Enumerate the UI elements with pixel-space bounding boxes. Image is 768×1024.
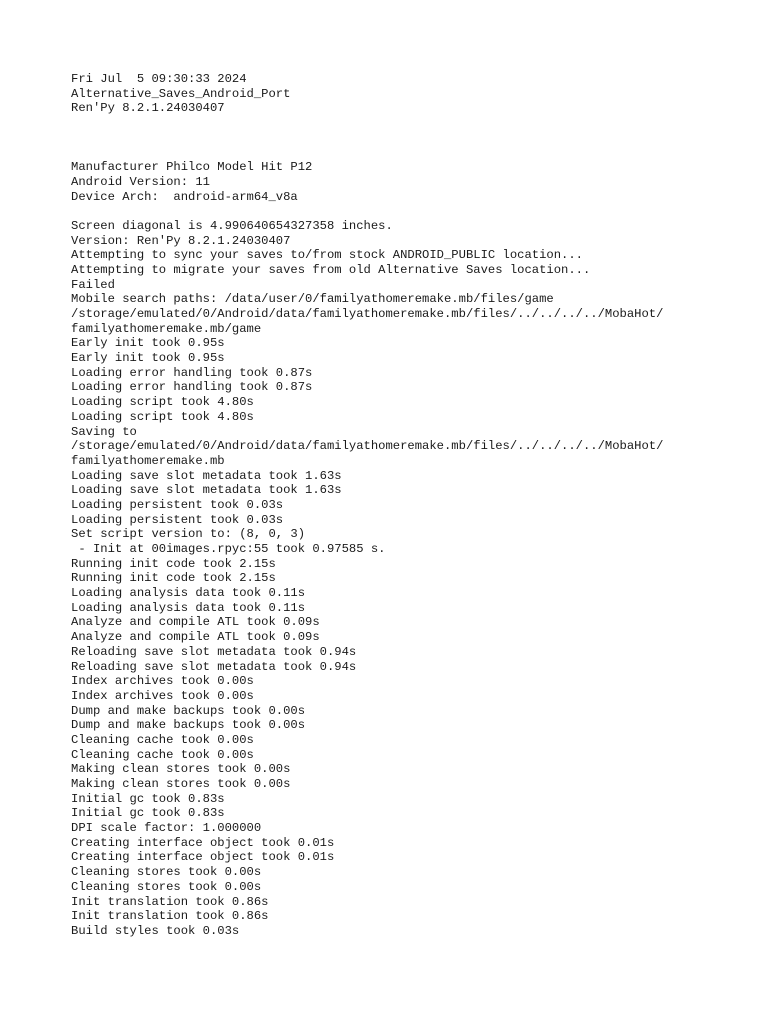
log-line: Loading save slot metadata took 1.63s	[71, 468, 342, 483]
log-line: Cleaning cache took 0.00s	[71, 732, 254, 747]
log-line: Creating interface object took 0.01s	[71, 850, 335, 865]
log-line-manufacturer: Manufacturer Philco Model Hit P12	[71, 160, 313, 175]
log-line: Attempting to sync your saves to/from stock ANDROID_PUBLIC location...	[71, 248, 583, 263]
log-line: Build styles took 0.03s	[71, 923, 240, 938]
log-line: Loading error handling took 0.87s	[71, 365, 313, 380]
blank-line	[71, 116, 751, 131]
log-line: Analyze and compile ATL took 0.09s	[71, 630, 320, 645]
log-line: Loading script took 4.80s	[71, 409, 254, 424]
log-line: Loading save slot metadata took 1.63s	[71, 483, 342, 498]
log-line: Dump and make backups took 0.00s	[71, 703, 306, 718]
log-line: Index archives took 0.00s	[71, 688, 254, 703]
log-line: /storage/emulated/0/Android/data/familyathomeremake.mb/files/../../../../MobaHot/	[71, 307, 664, 321]
log-device-info	[71, 160, 751, 204]
log-line: Initial gc took 0.83s	[71, 791, 225, 806]
log-body	[71, 219, 751, 939]
log-line: Reloading save slot metadata took 0.94s	[71, 659, 357, 674]
log-line: Creating interface object took 0.01s	[71, 835, 335, 850]
log-line: Running init code took 2.15s	[71, 571, 276, 586]
log-line: Init translation took 0.86s	[71, 909, 269, 924]
log-line: Saving to	[71, 424, 137, 439]
log-line: Making clean stores took 0.00s	[71, 762, 291, 777]
log-line: Loading persistent took 0.03s	[71, 512, 284, 527]
blank-line	[71, 145, 751, 160]
log-line: Loading analysis data took 0.11s	[71, 600, 306, 615]
log-line: Early init took 0.95s	[71, 336, 225, 351]
log-line: Set script version to: (8, 0, 3)	[71, 527, 306, 542]
log-line: familyathomeremake.mb	[71, 453, 225, 468]
log-line: Making clean stores took 0.00s	[71, 777, 291, 791]
log-line: Cleaning cache took 0.00s	[71, 747, 254, 762]
log-line: Cleaning stores took 0.00s	[71, 865, 262, 880]
log-line: - Init at 00images.rpyc:55 took 0.97585 s.	[71, 542, 386, 556]
log-line: Loading analysis data took 0.11s	[71, 586, 306, 601]
log-line-timestamp: Fri Jul 5 09:30:33 2024	[71, 72, 247, 86]
log-line: Index archives took 0.00s	[71, 674, 254, 689]
log-line: Attempting to migrate your saves from old Alternative Saves location...	[71, 262, 591, 277]
log-line: Loading script took 4.80s	[71, 395, 254, 410]
blank-line	[71, 131, 751, 146]
log-line: Mobile search paths: /data/user/0/familyathomeremake.mb/files/game	[71, 292, 554, 307]
log-document	[71, 72, 751, 939]
log-line: Reloading save slot metadata took 0.94s	[71, 644, 357, 659]
log-line: Early init took 0.95s	[71, 351, 225, 366]
log-line: DPI scale factor: 1.000000	[71, 821, 262, 836]
log-header	[71, 72, 751, 116]
log-line: Loading persistent took 0.03s	[71, 497, 284, 512]
log-line: Version: Ren'Py 8.2.1.24030407	[71, 233, 291, 248]
log-line: Running init code took 2.15s	[71, 556, 276, 571]
log-line: Cleaning stores took 0.00s	[71, 879, 262, 894]
log-line: Screen diagonal is 4.990640654327358 inches.	[71, 218, 393, 233]
log-line: familyathomeremake.mb/game	[71, 321, 262, 336]
log-line: Initial gc took 0.83s	[71, 806, 225, 821]
log-line: Init translation took 0.86s	[71, 894, 269, 909]
log-line: /storage/emulated/0/Android/data/familyathomeremake.mb/files/../../../../MobaHot/	[71, 439, 664, 454]
log-line-android-version: Android Version: 11	[71, 174, 210, 189]
log-line: Loading error handling took 0.87s	[71, 380, 313, 395]
log-line-renpy-version: Ren'Py 8.2.1.24030407	[71, 101, 225, 116]
log-line: Failed	[71, 277, 115, 292]
log-line-app-name: Alternative_Saves_Android_Port	[71, 86, 291, 101]
log-line-device-arch: Device Arch: android-arm64_v8a	[71, 189, 298, 204]
blank-line	[71, 204, 751, 219]
log-line: Dump and make backups took 0.00s	[71, 718, 306, 733]
log-line: Analyze and compile ATL took 0.09s	[71, 615, 320, 630]
